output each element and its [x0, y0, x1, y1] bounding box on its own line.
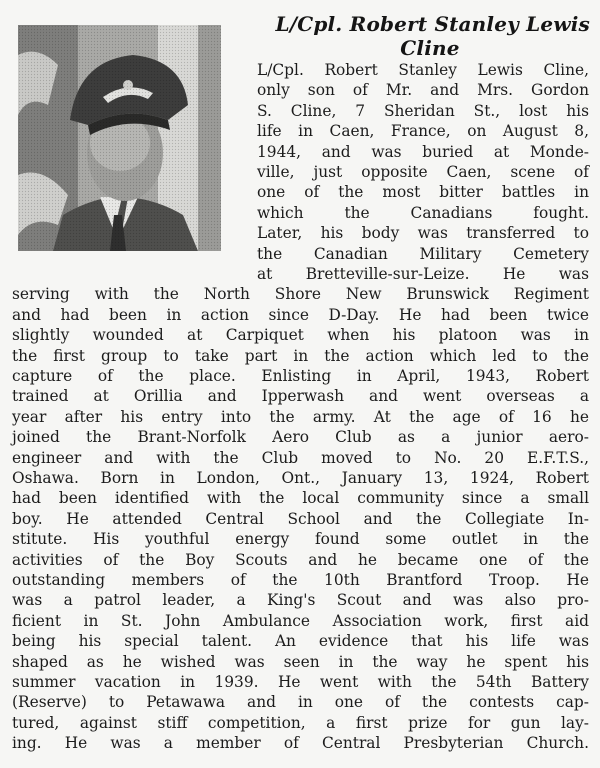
portrait-photo-icon — [18, 25, 221, 251]
portrait-photo — [18, 25, 221, 251]
body-line: shaped as he wished was seen in the way he spent his — [12, 652, 589, 671]
body-line: summer vacation in 1939. He went with the 54th Battery — [12, 673, 589, 691]
body-line: being his special talent. An evidence that his life was — [12, 632, 589, 651]
body-line: S. Cline, 7 Sheridan St., lost his — [257, 101, 589, 120]
body-line: capture of the place. Enlisting in April, 1943, Robert — [12, 367, 589, 385]
body-line: Later, his body was transferred to — [257, 224, 589, 243]
article-title-line-2: Cline — [400, 36, 460, 60]
body-line: had been identified with the local community since a small — [12, 489, 589, 508]
body-line: activities of the Boy Scouts and he became one of the — [12, 550, 589, 569]
body-line: (Reserve) to Petawawa and in one of the contests cap- — [12, 693, 589, 712]
body-line: ville, just opposite Caen, scene of — [257, 163, 589, 181]
article-title-line-1: L/Cpl. Robert Stanley Lewis — [275, 12, 590, 36]
body-line: boy. He attended Central School and the Collegiate In- — [12, 509, 589, 528]
body-line: L/Cpl. Robert Stanley Lewis Cline, — [257, 61, 589, 79]
body-line: the first group to take part in the action which led to the — [12, 346, 589, 365]
body-line: year after his entry into the army. At the age of 16 he — [12, 407, 589, 426]
body-line: at Bretteville-sur-Leize. He was — [257, 265, 589, 283]
body-line: slightly wounded at Carpiquet when his platoon was in — [12, 326, 589, 345]
body-line: life in Caen, France, on August 8, — [257, 122, 589, 141]
body-line: ing. He was a member of Central Presbyterian Church. — [12, 734, 589, 753]
body-line: serving with the North Shore New Brunswick Regiment — [12, 285, 589, 304]
body-line: only son of Mr. and Mrs. Gordon — [257, 81, 589, 100]
body-line: the Canadian Military Cemetery — [257, 244, 589, 263]
body-line: 1944, and was buried at Monde- — [257, 142, 589, 161]
body-line: outstanding members of the 10th Brantford Troop. He — [12, 571, 589, 589]
body-line: trained at Orillia and Ipperwash and went overseas a — [12, 387, 589, 406]
body-line: Oshawa. Born in London, Ont., January 13, 1924, Robert — [12, 469, 589, 487]
body-line: and had been in action since D-Day. He had been twice — [12, 305, 589, 324]
body-line: was a patrol leader, a King's Scout and was also pro- — [12, 591, 589, 610]
body-line: stitute. His youthful energy found some outlet in the — [12, 530, 589, 549]
body-line: ficient in St. John Ambulance Association work, first aid — [12, 611, 589, 630]
body-line: one of the most bitter battles in — [257, 183, 589, 202]
body-line: tured, against stiff competition, a first prize for gun lay- — [12, 713, 589, 732]
body-line: joined the Brant-Norfolk Aero Club as a junior aero- — [12, 428, 589, 447]
body-line: engineer and with the Club moved to No. 20 E.F.T.S., — [12, 448, 589, 467]
article-title — [240, 12, 590, 60]
body-line: which the Canadians fought. — [257, 203, 589, 222]
